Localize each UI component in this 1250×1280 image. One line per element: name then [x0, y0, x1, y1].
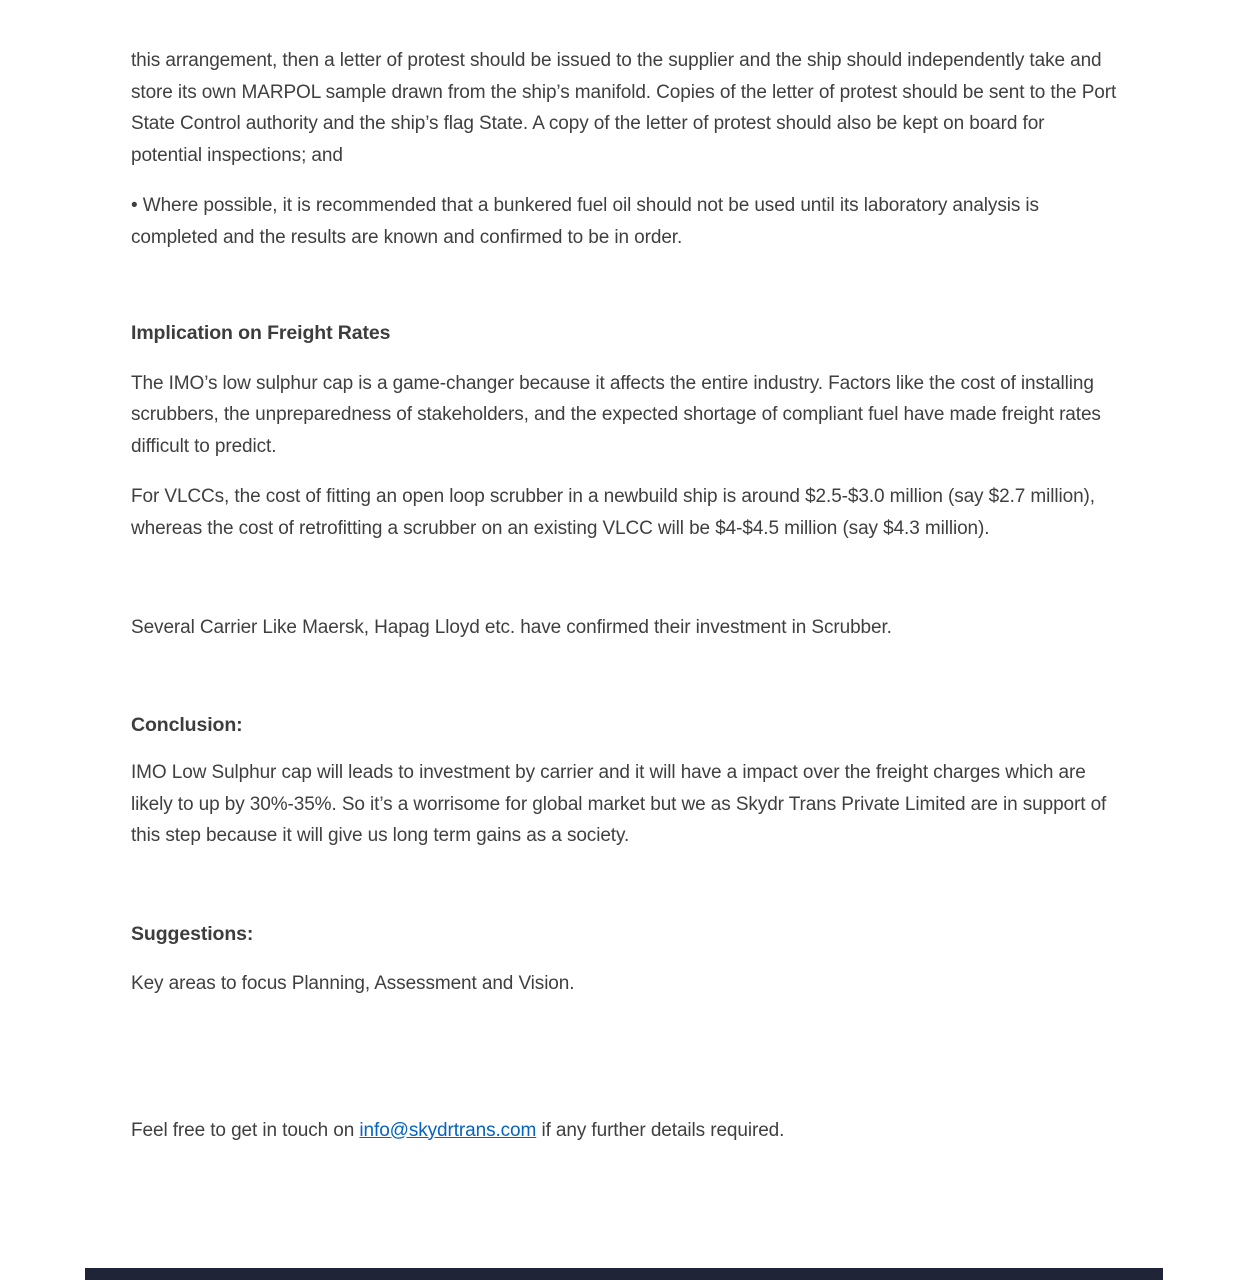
heading-suggestions: Suggestions:	[131, 922, 254, 945]
contact-text-suffix: if any further details required.	[536, 1119, 785, 1141]
heading-implication-freight-rates: Implication on Freight Rates	[131, 322, 391, 344]
contact-text-prefix: Feel free to get in touch on	[131, 1119, 360, 1141]
heading-conclusion: Conclusion:	[131, 713, 243, 736]
paragraph-game-changer: The IMO’s low sulphur cap is a game-changer because it affects the entire industry. Factors like the cost of installing scrubbers, the unpreparedness of stakeholders, and the expected shortage of compliant fuel have made freight rates difficult to predict.	[131, 372, 1101, 457]
paragraph-contact	[131, 1115, 1117, 1147]
paragraph-letter-of-protest: this arrangement, then a letter of protest should be issued to the supplier and the ship should independently take and store its own MARPOL sample drawn from the ship’s manifold. Copies of the letter of protest should be sent to the Port State Control authority and the ship’s flag State. A copy of the letter of protest should also be kept on board for potential inspections; and	[131, 50, 1117, 166]
paragraph-carriers-investment: Several Carrier Like Maersk, Hapag Lloyd etc. have confirmed their investment in Scrubber.	[131, 617, 892, 638]
footer-stripe	[85, 1268, 1163, 1280]
document-content	[131, 45, 1117, 1146]
email-link[interactable]: info@skydrtrans.com	[359, 1119, 537, 1141]
bullet-laboratory-analysis: • Where possible, it is recommended that a bunkered fuel oil should not be used until its laboratory analysis is completed and the results are known and confirmed to be in order.	[131, 195, 1039, 248]
paragraph-conclusion: IMO Low Sulphur cap will leads to investment by carrier and it will have a impact over the freight charges which are likely to up by 30%-35%. So it’s a worrisome for global market but we as Skydr Trans Private Limited are in support of this step because it will give us long term gains as a society.	[131, 762, 1107, 846]
paragraph-key-areas: Key areas to focus Planning, Assessment and Vision.	[131, 973, 575, 994]
paragraph-vlcc-scrubber-cost: For VLCCs, the cost of fitting an open loop scrubber in a newbuild ship is around $2.5-$3.0 million (say $2.7 million), whereas the cost of retrofitting a scrubber on an existing VLCC will be $4-$4.5 million (say $4.3 million).	[131, 486, 1095, 539]
